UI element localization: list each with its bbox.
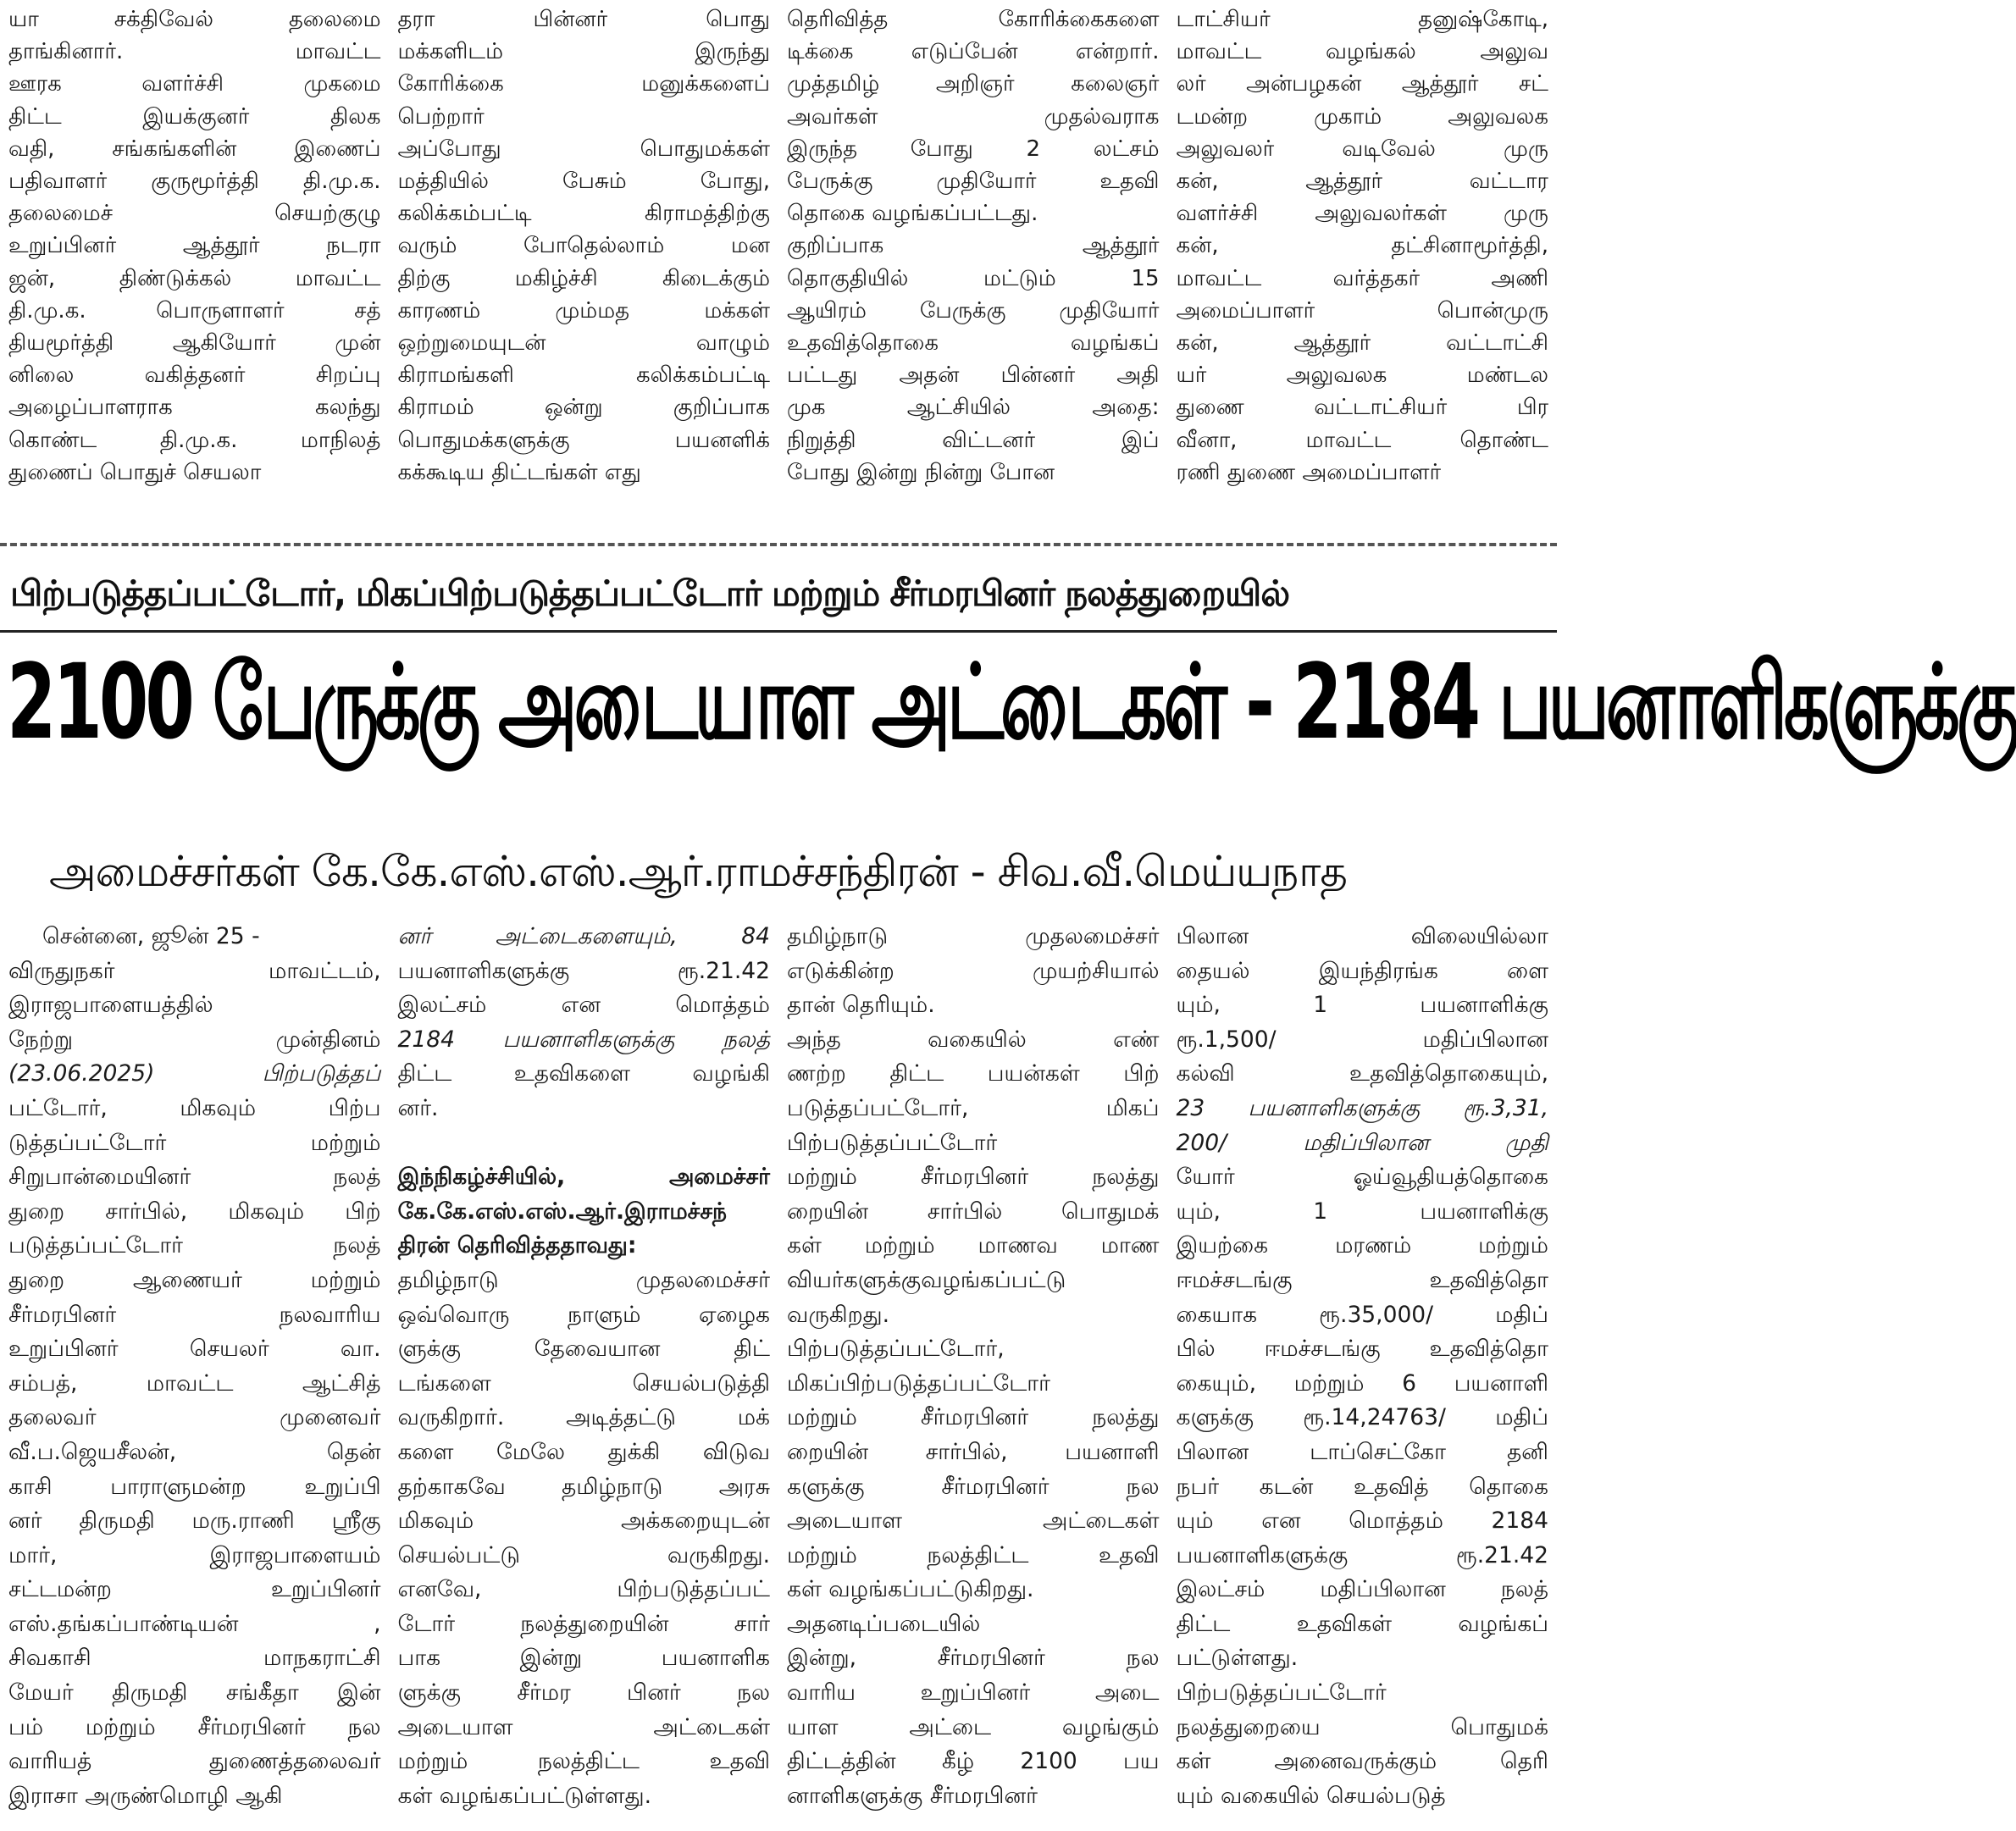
text-line: திட்ட உதவிகளை வழங்கி (397, 1060, 770, 1087)
text-line: திட்ட உதவிகள் வழங்கப் (1176, 1610, 1548, 1637)
text-line: ஊரக வளர்ச்சி முகமை (8, 71, 381, 97)
text-line: உறுப்பினர் ஆத்தூர் நடரா (8, 233, 381, 259)
text-line: அமைப்பாளர் பொன்முரு (1176, 297, 1548, 324)
text-line: பட்டது அதன் பின்னர் அதி (787, 362, 1160, 389)
text-line: கன், தட்சினாமூர்த்தி, (1176, 233, 1548, 259)
text-line: அழைப்பாளராக கலந்து (8, 395, 381, 421)
text-line: ஒவ்வொரு நாளும் ஏழைக (397, 1301, 770, 1328)
text-line: பம் மற்றும் சீர்மரபினர் நல (8, 1713, 381, 1740)
text-line: படுத்தப்பட்டோர், மிகப் (787, 1094, 1160, 1121)
text-line: 23 பயனாளிகளுக்கு ரூ.3,31, (1176, 1094, 1548, 1121)
text-line: பயனாளிகளுக்கு ரூ.21.42 (1176, 1541, 1548, 1568)
text-line: உதவித்தொகை வழங்கப் (787, 330, 1160, 357)
text-line: அடையாள அட்டைகள் (787, 1507, 1160, 1535)
text-line: செயல்பட்டு வருகிறது. (397, 1541, 770, 1568)
text-line: மாவட்ட வர்த்தகர் அணி (1176, 265, 1548, 291)
text-line: அவர்கள் முதல்வராக (787, 103, 1160, 130)
text-line: யும் வகையில் செயல்படுத் (1176, 1782, 1446, 1809)
text-line: தலைமைச் செயற்குழு (8, 201, 381, 227)
text-line: மிகப்பிற்படுத்தப்பட்டோர் (787, 1369, 1050, 1397)
text-line: தலைவர் முனைவர் (8, 1404, 381, 1431)
text-line: றையின் சார்பில் பொதுமக் (787, 1198, 1160, 1225)
text-line: வரும் போதெல்லாம் மன (397, 233, 770, 259)
text-line: லர் அன்பழகன் ஆத்தூர் சட் (1176, 71, 1548, 97)
text-line: பிற்படுத்தப்பட்டோர், (787, 1336, 1005, 1363)
text-line: தொகை வழங்கப்பட்டது. (787, 201, 1038, 227)
kicker-headline: பிற்படுத்தப்பட்டோர், மிகப்பிற்படுத்தப்பட்டோர் மற்றும் சீர்மரபினர் நலத்துறையில் (10, 573, 1290, 614)
text-line: ஒற்றுமையுடன் வாழும் (397, 330, 770, 357)
text-line: வாரியத் துணைத்தலைவர் (8, 1748, 381, 1775)
text-line: இயற்கை மரணம் மற்றும் (1176, 1232, 1548, 1259)
text-line: கன், ஆத்தூர் வட்டார (1176, 169, 1548, 195)
text-line: போது இன்று நின்று போன (787, 459, 1055, 485)
text-line: டாட்சியர் தனுஷ்கோடி, (1176, 7, 1548, 32)
text-line: நபர் கடன் உதவித் தொகை (1176, 1473, 1548, 1500)
text-line: மற்றும் சீர்மரபினர் நலத்து (787, 1164, 1160, 1191)
text-line: கள் மற்றும் மாணவ மாண (787, 1232, 1160, 1259)
subheadline: அமைச்சர்கள் கே.கே.எஸ்.எஸ்.ஆர்.ராமச்சந்திரன் - சிவ.வீ.மெய்யநாத (49, 847, 1347, 896)
text-line: ஈமச்சடங்கு உதவித்தொ (1176, 1266, 1548, 1293)
text-line: நிறுத்தி விட்டனர் இப் (787, 427, 1160, 453)
top-column-1 (0, 0, 390, 532)
text-line: டமன்ற முகாம் அலுவலக (1176, 103, 1548, 130)
text-line: னர் திருமதி மரு.ராணி ஸ்ரீகு (8, 1507, 381, 1535)
text-line: அப்போது பொதுமக்கள் (397, 136, 770, 162)
text-line: முத்தமிழ் அறிஞர் கலைஞர் (787, 71, 1160, 97)
text-line: திற்கு மகிழ்ச்சி கிடைக்கும் (397, 265, 770, 291)
text-line: சம்பத், மாவட்ட ஆட்சித் (8, 1369, 381, 1397)
text-line: தியமூர்த்தி ஆகியோர் முன் (8, 330, 381, 357)
text-line: கன், ஆத்தூர் வட்டாட்சி (1176, 330, 1548, 357)
top-column-2 (390, 0, 779, 532)
text-line: தையல் இயந்திரங்க ளை (1176, 957, 1548, 984)
text-line: இன்று, சீர்மரபினர் நல (787, 1645, 1160, 1672)
text-line: படுத்தப்பட்டோர் நலத் (8, 1232, 381, 1259)
text-line: னர் அட்டைகளையும், 84 (397, 923, 770, 949)
text-line: தொகுதியில் மட்டும் 15 (787, 265, 1160, 291)
text-line: வருகிறது. (787, 1301, 890, 1328)
text-line: யோர் ஓய்வூதியத்தொகை (1176, 1164, 1548, 1191)
text-line: பயனாளிகளுக்கு ரூ.21.42 (397, 957, 770, 984)
article-column-3 (778, 920, 1168, 1831)
text-line: மற்றும் சீர்மரபினர் நலத்து (787, 1404, 1160, 1431)
text-line: தமிழ்நாடு முதலமைச்சர் (787, 923, 1160, 949)
text-line: கிராமம் ஒன்று குறிப்பாக (397, 395, 770, 421)
text-line: பிலான டாப்செட்கோ தனி (1176, 1438, 1548, 1465)
text-line: முக ஆட்சியில் அதை: (787, 395, 1160, 421)
text-line: விருதுநகர் மாவட்டம், (8, 957, 381, 984)
text-line: பாக இன்று பயனாளிக (397, 1645, 770, 1672)
text-line: யும், 1 பயனாளிக்கு (1176, 992, 1548, 1019)
text-line: அலுவலர் வடிவேல் முரு (1176, 136, 1548, 162)
text-line: டிக்கை எடுப்பேன் என்றார். (787, 39, 1160, 65)
text-line: தெரிவித்த கோரிக்கைகளை (787, 7, 1160, 32)
text-line: மார், இராஜபாளையம் (8, 1541, 381, 1568)
text-line: துறை ஆணையர் மற்றும் (8, 1266, 381, 1293)
text-line: இலட்சம் மதிப்பிலான நலத் (1176, 1576, 1548, 1603)
text-line: தான் தெரியும். (787, 992, 935, 1019)
text-line: 2184 பயனாளிகளுக்கு நலத் (397, 1026, 770, 1053)
text-line: தி.மு.க. பொருளாளர் சத் (8, 297, 381, 324)
text-line: சட்டமன்ற உறுப்பினர் (8, 1576, 381, 1603)
main-headline: 2100 பேருக்கு அடையாள அட்டைகள் - 2184 பயனாளிகளுக்கு (7, 641, 2016, 762)
article-column-4 (1168, 920, 1558, 1831)
text-line: யும் என மொத்தம் 2184 (1176, 1507, 1548, 1535)
text-line: குறிப்பாக ஆத்தூர் (787, 233, 1160, 259)
text-line: யும், 1 பயனாளிக்கு (1176, 1198, 1548, 1225)
text-line: ரணி துணை அமைப்பாளர் (1176, 459, 1442, 485)
text-line: மற்றும் நலத்திட்ட உதவி (787, 1541, 1160, 1568)
text-line: திட்ட இயக்குனர் திலக (8, 103, 381, 130)
text-line: பட்டுள்ளது. (1176, 1645, 1299, 1672)
text-line: உறுப்பினர் செயலர் வா. (8, 1336, 381, 1363)
text-line: 200/ மதிப்பிலான முதி (1176, 1129, 1548, 1156)
text-line (398, 1126, 771, 1161)
text-line: கையும், மற்றும் 6 பயனாளி (1176, 1369, 1548, 1397)
text-line: னர். (397, 1094, 439, 1121)
text-line: கக்கூடிய திட்டங்கள் எது (397, 459, 641, 485)
text-line: மத்தியில் பேசும் போது, (397, 169, 770, 195)
text-line: அதனடிப்படையில் (787, 1610, 981, 1637)
article-divider (0, 543, 1557, 546)
text-line: தற்காகவே தமிழ்நாடு அரசு (397, 1473, 770, 1500)
text-line: மேயர் திருமதி சங்கீதா இன் (8, 1679, 381, 1707)
text-line: திட்டத்தின் கீழ் 2100 பய (787, 1748, 1160, 1775)
text-line: சீர்மரபினர் நலவாரிய (8, 1301, 381, 1328)
text-line: வதி, சங்கங்களின் இணைப் (8, 136, 381, 162)
top-article-columns (0, 0, 1557, 532)
text-line: திரன் தெரிவித்ததாவது: (397, 1232, 637, 1259)
text-line: சிறுபான்மையினர் நலத் (8, 1164, 381, 1191)
text-line: யர் அலுவலக மண்டல (1176, 362, 1548, 389)
text-line: மக்களிடம் இருந்து (397, 39, 770, 65)
text-line: கொண்ட தி.மு.க. மாநிலத் (8, 427, 381, 453)
text-line: சிவகாசி மாநகராட்சி (8, 1645, 381, 1672)
text-line: கலிக்கம்பட்டி கிராமத்திற்கு (397, 201, 770, 227)
text-line: வருகிறார். அடித்தட்டு மக் (397, 1404, 770, 1431)
text-line: கள் வழங்கப்பட்டுள்ளது. (397, 1782, 652, 1809)
text-line: இருந்த போது 2 லட்சம் (787, 136, 1160, 162)
text-line: பதிவாளர் குருமூர்த்தி தி.மு.க. (8, 169, 381, 195)
text-line: பொதுமக்களுக்கு பயனளிக் (397, 427, 770, 453)
text-line: காரணம் மும்மத மக்கள் (397, 297, 770, 324)
text-line: நேற்று முன்தினம் (8, 1026, 381, 1053)
text-line: கள் வழங்கப்பட்டுகிறது. (787, 1576, 1034, 1603)
text-line: துணை வட்டாட்சியர் பிர (1176, 395, 1548, 421)
text-line: இந்நிகழ்ச்சியில், அமைச்சர் (397, 1164, 770, 1191)
text-line: பேருக்கு முதியோர் உதவி (787, 169, 1160, 195)
text-line: மிகவும் அக்கறையுடன் (397, 1507, 770, 1535)
text-line: மற்றும் நலத்திட்ட உதவி (397, 1748, 770, 1775)
text-line: ஆயிரம் பேருக்கு முதியோர் (787, 297, 1160, 324)
text-line: வளர்ச்சி அலுவலர்கள் முரு (1176, 201, 1548, 227)
text-line: றையின் சார்பில், பயனாளி (787, 1438, 1160, 1465)
text-line: வீனா, மாவட்ட தொண்ட (1176, 427, 1548, 453)
text-line: அடையாள அட்டைகள் (397, 1713, 770, 1740)
text-line: எடுக்கின்ற முயற்சியால் (787, 957, 1160, 984)
article-column-2 (390, 920, 779, 1831)
text-line: எனவே, பிற்படுத்தப்பட் (397, 1576, 770, 1603)
text-line: தாங்கினார். மாவட்ட (8, 39, 381, 65)
text-line: ஜன், திண்டுக்கல் மாவட்ட (8, 265, 381, 291)
text-line: பட்டோர், மிகவும் பிற்ப (8, 1094, 381, 1121)
text-line: பில் ஈமச்சடங்கு உதவித்தொ (1176, 1336, 1548, 1363)
text-line: களுக்கு சீர்மரபினர் நல (787, 1473, 1160, 1500)
article-column-1 (0, 920, 390, 1831)
text-line: கல்வி உதவித்தொகையும், (1176, 1060, 1548, 1087)
text-line: பிற்படுத்தப்பட்டோர் (1176, 1679, 1387, 1707)
text-line: வியர்களுக்குவழங்கப்பட்டு (787, 1266, 1066, 1293)
text-line: டோர் நலத்துறையின் சார் (397, 1610, 770, 1637)
text-line: பிலான விலையில்லா (1176, 923, 1548, 949)
text-line: (23.06.2025) பிற்படுத்தப் (8, 1060, 381, 1087)
kicker-rule (0, 630, 1557, 633)
text-line: பிற்படுத்தப்பட்டோர் (787, 1129, 998, 1156)
text-line: களுக்கு ரூ.14,24763/ மதிப் (1176, 1404, 1548, 1431)
text-line: ளுக்கு சீர்மர பினர் நல (397, 1679, 770, 1707)
text-line: வீ.ப.ஜெயசீலன், தென் (8, 1438, 381, 1465)
text-line: யாள அட்டை வழங்கும் (787, 1713, 1160, 1740)
main-article-columns (0, 920, 1557, 1831)
text-line: னிலை வகித்தனர் சிறப்பு (8, 362, 381, 389)
text-line: தரா பின்னர் பொது (397, 7, 770, 32)
text-line: மாவட்ட வழங்கல் அலுவ (1176, 39, 1548, 65)
text-line: சென்னை, ஜூன் 25 - (42, 923, 260, 949)
text-line: காசி பாராளுமன்ற உறுப்பி (8, 1473, 381, 1500)
text-line: டங்களை செயல்படுத்தி (397, 1369, 770, 1397)
text-line: கோரிக்கை மனுக்களைப் (397, 71, 770, 97)
text-line: எஸ்.தங்கப்பாண்டியன் , (8, 1610, 381, 1637)
text-line: ரூ.1,500/ மதிப்பிலான (1176, 1026, 1548, 1053)
text-line: கள் அனைவருக்கும் தெரி (1176, 1748, 1548, 1775)
text-line: டுத்தப்பட்டோர் மற்றும் (8, 1129, 381, 1156)
top-column-4 (1168, 0, 1558, 532)
text-line: கே.கே.எஸ்.எஸ்.ஆர்.இராமச்சந் (397, 1198, 727, 1225)
text-line: இலட்சம் என மொத்தம் (397, 992, 770, 1019)
text-line: துணைப் பொதுச் செயலா (8, 459, 262, 485)
text-line: கிராமங்களி கலிக்கம்பட்டி (397, 362, 770, 389)
text-line: ளுக்கு தேவையான திட் (397, 1336, 770, 1363)
text-line: கையாக ரூ.35,000/ மதிப் (1176, 1301, 1548, 1328)
text-line: பெற்றார் (397, 103, 485, 130)
text-line: களை மேலே துக்கி விடுவ (397, 1438, 770, 1465)
text-line: யா சக்திவேல் தலைமை (8, 7, 381, 32)
text-line: துறை சார்பில், மிகவும் பிற் (8, 1198, 381, 1225)
text-line: னாளிகளுக்கு சீர்மரபினர் (787, 1782, 1038, 1809)
text-line: அந்த வகையில் எண் (787, 1026, 1160, 1053)
text-line: நலத்துறையை பொதுமக் (1176, 1713, 1548, 1740)
text-line: இராஜபாளையத்தில் (8, 992, 213, 1019)
top-column-3 (778, 0, 1168, 532)
text-line: தமிழ்நாடு முதலமைச்சர் (397, 1266, 770, 1293)
text-line: ணற்ற திட்ட பயன்கள் பிற் (787, 1060, 1160, 1087)
text-line: இராசா அருண்மொழி ஆகி (8, 1782, 283, 1809)
text-line: வாரிய உறுப்பினர் அடை (787, 1679, 1160, 1707)
